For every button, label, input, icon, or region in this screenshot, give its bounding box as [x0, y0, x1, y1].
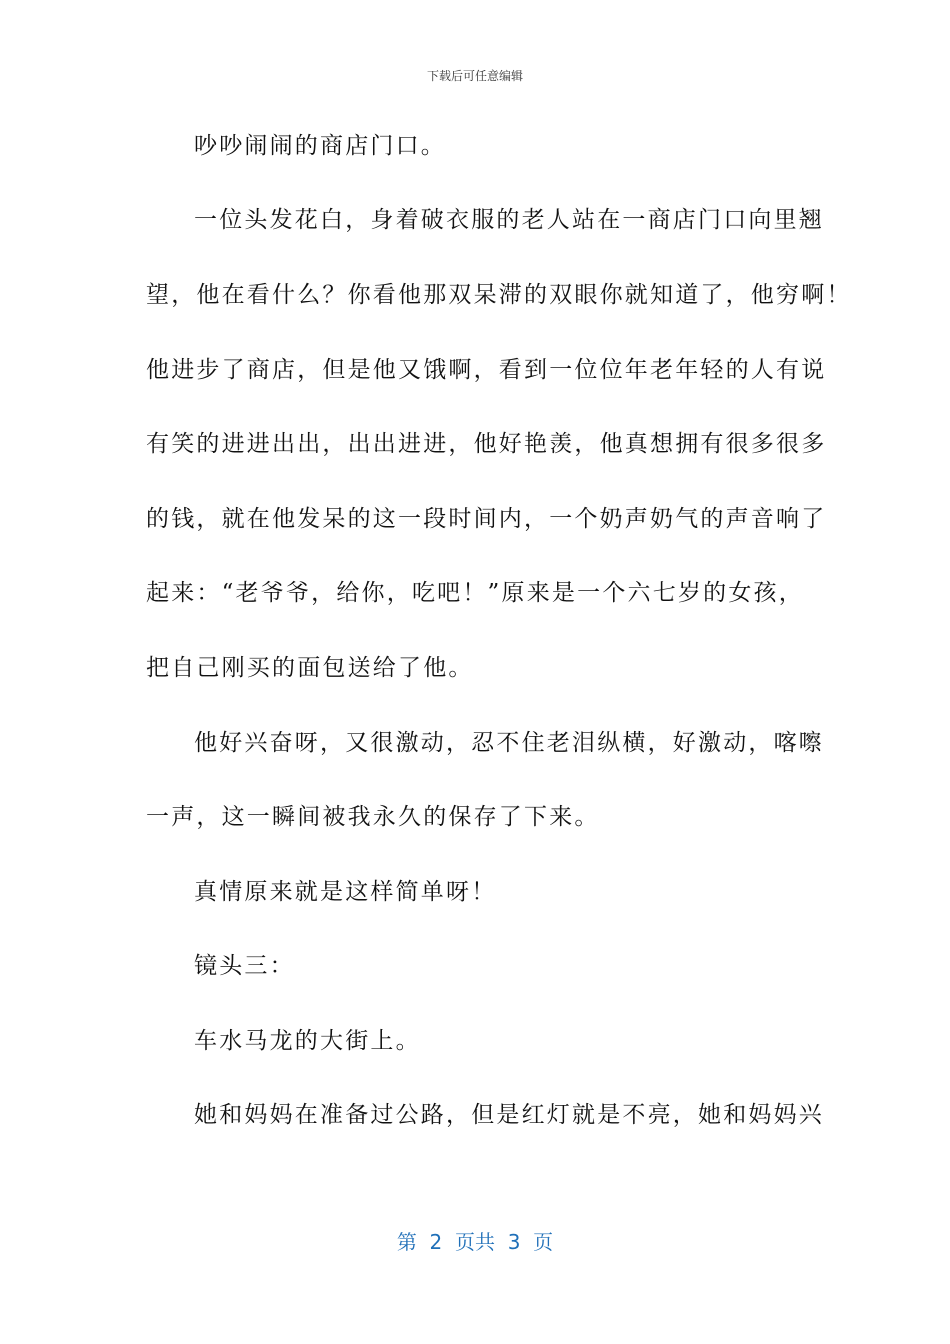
section-heading: 镜头三： — [194, 953, 295, 979]
paragraph-line: 车水马龙的大街上。 — [194, 1028, 421, 1054]
paragraph-line: 望，他在看什么？你看他那双呆滞的双眼你就知道了，他穷啊！ — [146, 282, 852, 308]
paragraph-line: 他进步了商店，但是他又饿啊，看到一位位年老年轻的人有说 — [146, 357, 827, 383]
paragraph-line: 一位头发花白，身着破衣服的老人站在一商店门口向里翘 — [194, 207, 824, 233]
paragraph-line: 吵吵闹闹的商店门口。 — [194, 133, 446, 159]
paragraph-line: 起来：“老爷爷，给你，吃吧！”原来是一个六七岁的女孩， — [146, 580, 804, 606]
paragraph-line: 一声，这一瞬间被我永久的保存了下来。 — [146, 804, 600, 830]
paragraph-line: 把自己刚买的面包送给了他。 — [146, 655, 474, 681]
paragraph-line: 真情原来就是这样简单呀！ — [194, 879, 497, 905]
paragraph-line: 的钱，就在他发呆的这一段时间内，一个奶声奶气的声音响了 — [146, 506, 827, 532]
header-note: 下载后可任意编辑 — [426, 69, 523, 83]
paragraph-line: 有笑的进进出出，出出进进，他好艳羡，他真想拥有很多很多 — [146, 431, 827, 457]
page-number: 第 2 页共 3 页 — [396, 1230, 554, 1254]
paragraph-line: 他好兴奋呀，又很激动，忍不住老泪纵横，好激动，喀嚓 — [194, 730, 824, 756]
paragraph-line: 她和妈妈在准备过公路，但是红灯就是不亮，她和妈妈兴 — [194, 1102, 824, 1128]
